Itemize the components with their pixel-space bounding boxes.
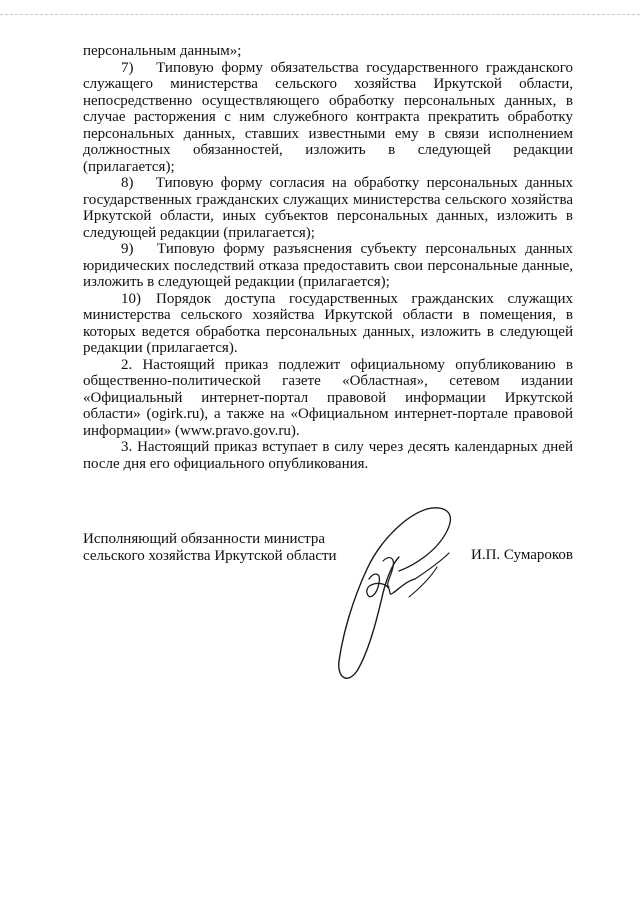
signature-block [83,531,573,681]
paragraph-clause-3: 3. Настоящий приказ вступает в силу через десять календарных дней после дня его официального опубликования. [83,439,573,472]
signatory-title-line1: Исполняющий обязанности министра [83,531,326,547]
paragraph-item-10: 10) Порядок доступа государственных гражданских служащих министерства сельского хозяйства Иркутской области в помещения, в которых ведется обработка персональных данных, изложить в следующей редакции (прилагается). [83,290,573,356]
paragraph-item-9: 9) Типовую форму разъяснения субъекту персональных данных юридических последствий отказа предоставить свои персональные данные, изложить в следующей редакции (прилагается); [83,241,573,290]
paragraph-clause-2: 2. Настоящий приказ подлежит официальному опубликованию в общественно-политической газете «Областная», сетевом издании «Официальный интернет-портал правовой информации Иркутской области» (ogirk.ru), а также на «Официальном интернет-портале правовой информации» (www.pravo.gov.ru). [83,356,573,439]
signatory-name: И.П. Сумароков [470,547,573,563]
handwritten-signature [323,501,483,691]
signatory-title-line2: сельского хозяйства Иркутской области [83,547,337,564]
scan-top-edge [0,14,640,16]
paragraph-item-8: 8) Типовую форму согласия на обработку персональных данных государственных гражданских служащих министерства сельского хозяйства Иркутской области, иных субъектов персональных данных, изложить в следующей редакции (прилагается); [83,175,573,241]
signatory-title [83,531,363,564]
paragraph-continuation: персональным данным»; [83,43,242,59]
paragraph-item-7: 7) Типовую форму обязательства государственного гражданского служащего министерства сельского хозяйства Иркутской области, непосредственно осуществляющего обработку персональных данных, в случае расторжения с ним служебного контракта прекратить обработку персональных данных, ставших известными ему в связи исполнением должностных обязанностей, изложить в следующей редакции (прилагается); [83,59,573,175]
document-body [83,43,573,472]
